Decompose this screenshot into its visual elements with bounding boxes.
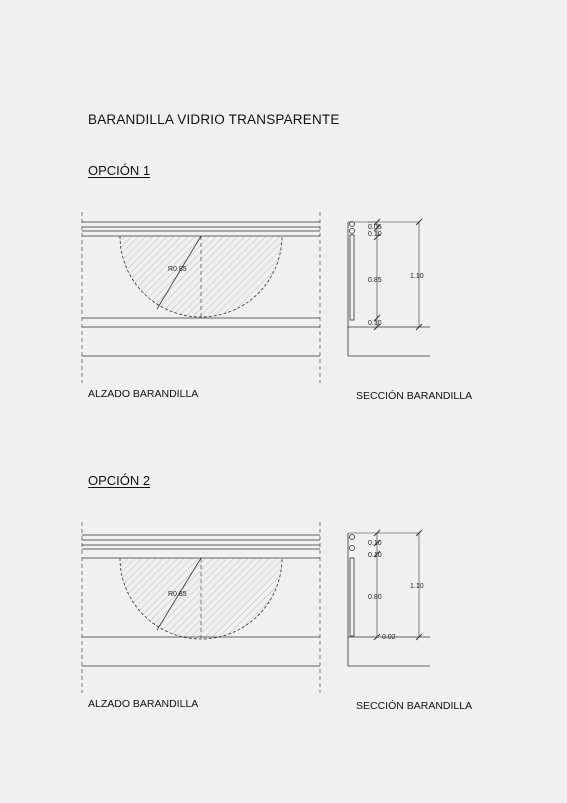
glass-panel bbox=[120, 558, 282, 640]
option-1-elevation bbox=[82, 212, 320, 383]
option-2-dim-4: 0.02 bbox=[382, 634, 396, 641]
option-1-elevation-caption: ALZADO BARANDILLA bbox=[88, 388, 199, 400]
option-1-dim-4: 0.10 bbox=[368, 320, 382, 327]
option-2-dim-3: 0.80 bbox=[368, 594, 382, 601]
option-1-dim-2: 0.10 bbox=[368, 231, 382, 238]
option-2-elevation bbox=[82, 522, 320, 693]
option-2-heading: OPCIÓN 2 bbox=[88, 473, 151, 488]
option-1-dim-1: 0.05 bbox=[368, 224, 382, 231]
option-2-section-caption: SECCIÓN BARANDILLA bbox=[356, 700, 473, 712]
option-1-section-caption: SECCIÓN BARANDILLA bbox=[356, 390, 473, 402]
option-1-radius-label: R0.85 bbox=[168, 266, 187, 273]
option-1-dim-3: 0.85 bbox=[368, 277, 382, 284]
option-2-radius-label: R0.85 bbox=[168, 591, 187, 598]
page-title: BARANDILLA VIDRIO TRANSPARENTE bbox=[88, 112, 340, 127]
section-glass bbox=[350, 558, 354, 636]
option-2-dim-total: 1.10 bbox=[410, 583, 424, 590]
option-1-dim-total: 1.10 bbox=[410, 273, 424, 280]
option-1-heading: OPCIÓN 1 bbox=[88, 163, 151, 178]
section-glass bbox=[350, 235, 354, 320]
glass-panel bbox=[120, 236, 282, 318]
option-2-section bbox=[348, 530, 430, 666]
option-2-dim-2: 0.10 bbox=[368, 552, 382, 559]
option-2-elevation-caption: ALZADO BARANDILLA bbox=[88, 698, 199, 710]
option-1-section bbox=[348, 219, 430, 356]
option-2-dim-1: 0.10 bbox=[368, 540, 382, 547]
